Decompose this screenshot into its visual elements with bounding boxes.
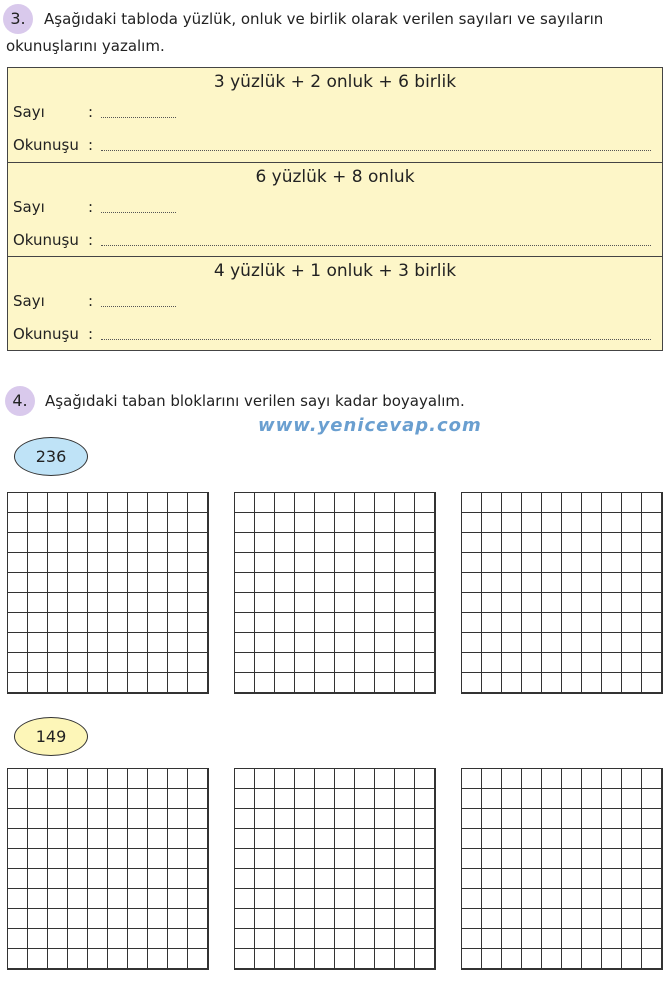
- table-section: [8, 68, 662, 162]
- reading-label: Okunuşu: [13, 136, 79, 154]
- base-ten-grid[interactable]: [7, 492, 209, 694]
- number-answer-field[interactable]: [101, 212, 176, 213]
- colon: :: [88, 292, 94, 310]
- number-oval: 236: [14, 437, 88, 476]
- section-header: 3 yüzlük + 2 onluk + 6 birlik: [213, 72, 457, 92]
- number-label: Sayı: [13, 292, 45, 310]
- number-answer-field[interactable]: [101, 117, 176, 118]
- question-text-line1: Aşağıdaki tabloda yüzlük, onluk ve birlik olarak verilen sayıları ve sayıların: [44, 10, 604, 28]
- base-ten-grid[interactable]: [461, 492, 663, 694]
- colon: :: [88, 103, 94, 121]
- reading-answer-field[interactable]: [101, 339, 651, 340]
- question-number: 3.: [10, 9, 26, 28]
- question-number-badge: [3, 4, 33, 34]
- base-ten-grid[interactable]: [234, 492, 436, 694]
- colon: :: [88, 198, 94, 216]
- reading-label: Okunuşu: [13, 325, 79, 343]
- colon: :: [88, 325, 94, 343]
- section-header: 4 yüzlük + 1 onluk + 3 birlik: [213, 261, 457, 281]
- reading-label: Okunuşu: [13, 231, 79, 249]
- number-label: Sayı: [13, 198, 45, 216]
- question-number-badge: [5, 386, 35, 416]
- reading-answer-field[interactable]: [101, 245, 651, 246]
- question-number: 4.: [12, 391, 28, 410]
- table-section: [8, 256, 662, 350]
- answer-table: [7, 67, 663, 351]
- base-ten-grid[interactable]: [461, 768, 663, 970]
- question-text-line2: okunuşlarını yazalım.: [6, 37, 165, 55]
- colon: :: [88, 136, 94, 154]
- reading-answer-field[interactable]: [101, 150, 651, 151]
- question-text: Aşağıdaki taban bloklarını verilen sayı kadar boyayalım.: [45, 392, 465, 410]
- number-oval: 149: [14, 717, 88, 756]
- base-ten-grid[interactable]: [7, 768, 209, 970]
- number-answer-field[interactable]: [101, 306, 176, 307]
- watermark: www.yenicevap.com: [258, 415, 482, 436]
- colon: :: [88, 231, 94, 249]
- number-label: Sayı: [13, 103, 45, 121]
- table-section: [8, 162, 662, 256]
- section-header: 6 yüzlük + 8 onluk: [255, 167, 415, 187]
- base-ten-grid[interactable]: [234, 768, 436, 970]
